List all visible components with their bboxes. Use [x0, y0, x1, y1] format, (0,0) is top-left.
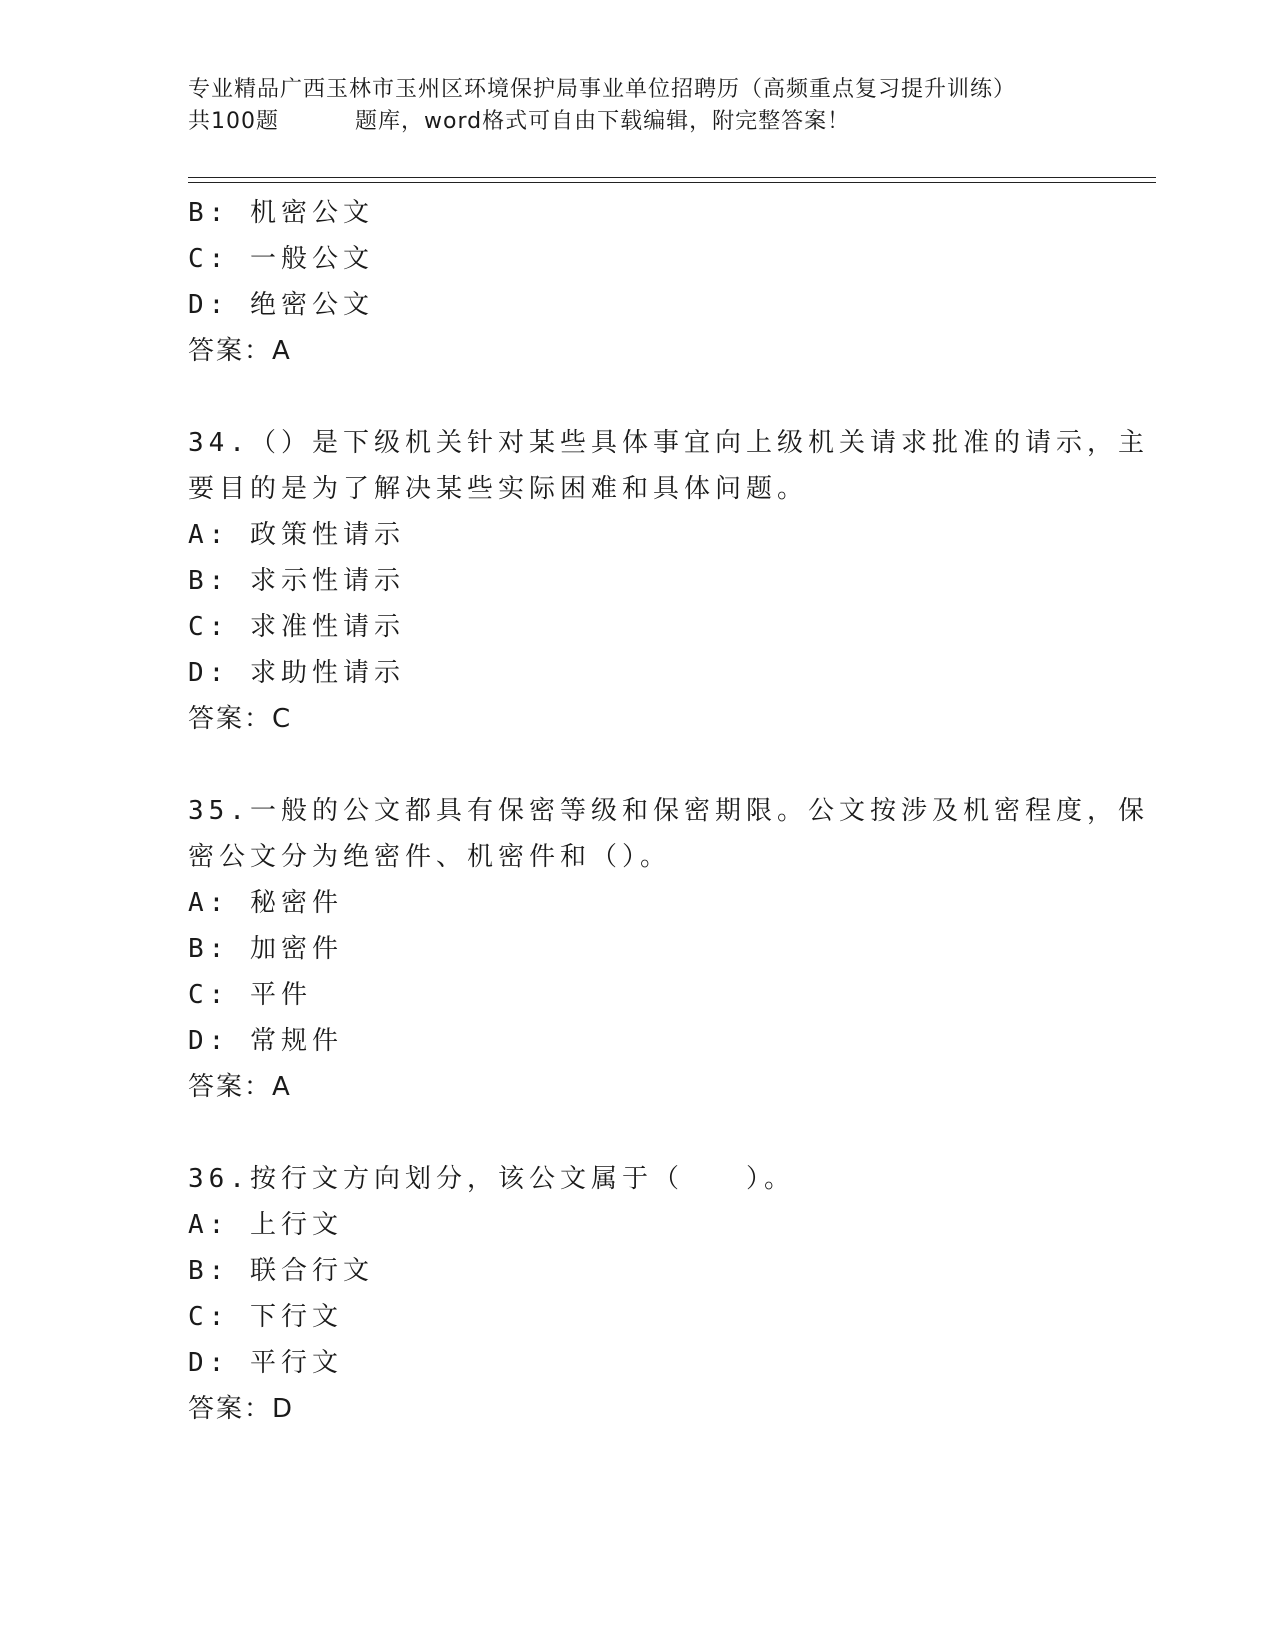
question-partial: [188, 190, 1088, 374]
header-title: 专业精品广西玉林市玉州区环境保护局事业单位招聘历（高频重点复习提升训练）: [188, 77, 1017, 102]
option-a: A: 秘密件: [188, 888, 343, 918]
question-36: [188, 1156, 1088, 1432]
answer: 答案：A: [188, 336, 292, 366]
question-stem-cont: 密公文分为绝密件、机密件和（）。: [188, 842, 672, 872]
question-stem: 35.一般的公文都具有保密等级和保密期限。公文按涉及机密程度，保: [188, 796, 1149, 826]
option-d: D: 平行文: [188, 1348, 343, 1378]
answer: 答案：C: [188, 704, 293, 734]
header-note: 题库，word格式可自由下载编辑，附完整答案！: [355, 109, 851, 134]
option-b: B: 联合行文: [188, 1256, 374, 1286]
option-d: D: 常规件: [188, 1026, 343, 1056]
option-c: C: 下行文: [188, 1302, 343, 1332]
option-b: B: 求示性请示: [188, 566, 405, 596]
header-subtitle: [188, 106, 1088, 138]
option-d: D: 绝密公文: [188, 290, 374, 320]
answer: 答案：D: [188, 1394, 295, 1424]
question-list: [188, 190, 1149, 1432]
option-a: A: 上行文: [188, 1210, 343, 1240]
question-stem: 34.（）是下级机关针对某些具体事宜向上级机关请求批准的请示，主: [188, 428, 1149, 458]
document-header: [188, 74, 1088, 138]
option-b: B: 机密公文: [188, 198, 374, 228]
question-35: [188, 788, 1149, 1110]
option-d: D: 求助性请示: [188, 658, 405, 688]
option-c: C: 求准性请示: [188, 612, 405, 642]
option-b: B: 加密件: [188, 934, 343, 964]
option-a: A: 政策性请示: [188, 520, 405, 550]
question-stem-cont: 要目的是为了解决某些实际困难和具体问题。: [188, 474, 809, 504]
option-c: C: 平件: [188, 980, 312, 1010]
answer: 答案：A: [188, 1072, 292, 1102]
question-stem: 36.按行文方向划分，该公文属于（ ）。: [188, 1164, 795, 1194]
question-34: [188, 420, 1149, 742]
header-divider: [188, 177, 1156, 178]
header-divider-double: [188, 182, 1156, 183]
header-count: 共100题: [188, 109, 279, 134]
option-c: C: 一般公文: [188, 244, 374, 274]
